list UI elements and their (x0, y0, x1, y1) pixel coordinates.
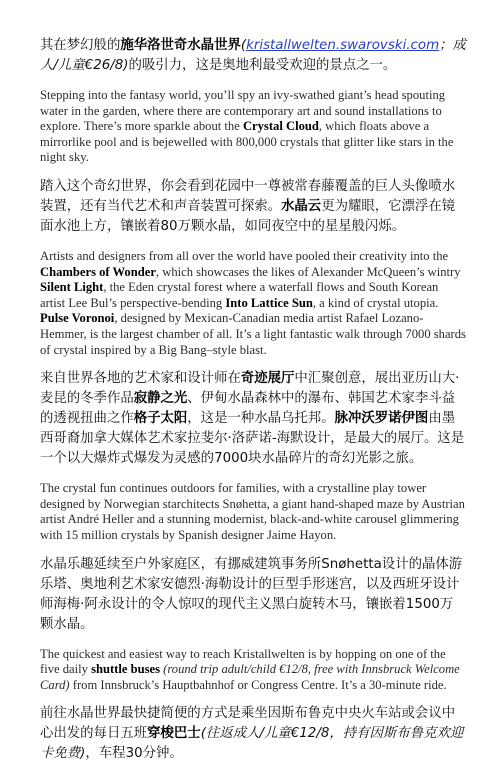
paragraph-en-fantasy-world (40, 88, 466, 166)
bold-text: 奇迹展厅 (240, 371, 295, 387)
paragraph-en-chambers (40, 249, 466, 358)
text: 由墨西哥裔加拿大媒体艺术家拉斐尔·洛萨诺-海默设计，是最大的展厅。这是一个以大爆炸式爆发为灵感的7000块水晶碎片的奇幻光影之旅。 (40, 411, 465, 467)
text: 水晶乐趣延续至户外家庭区，有挪威建筑事务所Snøhetta设计的晶体游乐塔、奥地利艺术家安德烈·海勒设计的巨型手形迷宫，以及西班牙设计师海梅·阿永设计的令人惊叹的现代主义黑白旋转木马，镶嵌着1500万颗水晶。 (40, 556, 463, 632)
text: 、伊甸水晶森林中的瀑布、韩国艺术家李斗益的透视扭曲之作 (40, 391, 456, 427)
text: ( (240, 38, 247, 53)
paragraph-en-outdoors (40, 481, 466, 543)
text: 更为耀眼，它漂浮在镜面水池上方，镶嵌着80万颗水晶，如同夜空中的星星般闪烁。 (40, 198, 456, 234)
paragraph-zh-shuttle (40, 704, 466, 764)
text: ，车程30分钟。 (85, 746, 183, 762)
paragraph-en-shuttle (40, 647, 466, 694)
text: The quickest and easiest way to reach Kristallwelten is by hopping on one of the five daily (40, 646, 446, 677)
bold-text: 寂静之光 (133, 391, 188, 407)
bold-text: 格子太阳 (133, 411, 188, 427)
text: , the Eden crystal forest where a waterfall flows and South Korean artist Lee Bul’s perspective-bending (40, 280, 439, 310)
text: , designed by Mexican-Canadian media artist Rafael Lozano-Hemmer, is the largest chamber of all. It’s a light fantastic walk through 7000 shards of crystal inspired by a Big Bang–style blast. (40, 311, 466, 357)
bold-text: Into Lattice Sun (225, 295, 313, 310)
text: 来自世界各地的艺术家和设计师在 (40, 371, 241, 387)
text: , which showcases the likes of Alexander McQueen’s wintry (155, 264, 461, 279)
website-link[interactable]: kristallwelten.swarovski.com (246, 38, 440, 53)
text: Stepping into the fantasy world, you’ll spy an ivy-swathed giant’s head spouting water in the garden, where there are contemporary art and sound installations to explore. There’s more sparkle about the (40, 88, 446, 134)
bold-text: Chambers of Wonder (40, 264, 156, 279)
text: , a kind of crystal utopia. (312, 295, 439, 310)
bold-text: Crystal Cloud (242, 119, 319, 134)
text: The crystal fun continues outdoors for families, with a crystalline play tower designed by Norwegian starchitects Snøhetta, a giant hand-shaped maze by Austrian artist André Heller and a stunning modernist, black-and-white carousel glimmering with 15 million crystals by Spanish designer Jaime Hayon. (40, 481, 465, 542)
bold-text: 脉冲沃罗诺伊图 (334, 411, 429, 427)
text: , which floats above a mirrorlike pool and is bejewelled with 800,000 crystals that glitter like stars in the night sky. (40, 119, 454, 165)
text: from Innsbruck’s Hauptbahnhof or Congress Centre. It’s a 30-minute ride. (69, 677, 447, 692)
bold-text: 施华洛世奇水晶世界 (120, 38, 241, 53)
italic-text: (round trip adult/child €12/8, free with Innsbruck Welcome Card) (40, 662, 460, 692)
text: ，这是一种水晶乌托邦。 (187, 411, 335, 427)
bold-text: 穿梭巴士 (147, 726, 201, 742)
text: 其在梦幻般的 (40, 38, 121, 53)
italic-text: ；成人/儿童€26/8) (40, 38, 466, 73)
bold-text: 水晶云 (281, 198, 322, 214)
bold-text: Silent Light (40, 280, 104, 295)
paragraph-zh-fantasy-world (40, 177, 466, 237)
text: 的吸引力，这是奥地利最受欢迎的景点之一。 (128, 58, 397, 73)
paragraph-zh-chambers (40, 369, 466, 469)
italic-text: (往返成人/儿童€12/8，持有因斯布鲁克欢迎卡免费) (40, 726, 464, 762)
paragraph-zh-outdoors (40, 555, 466, 635)
bold-text: Pulse Voronoi (40, 311, 115, 326)
paragraph-zh-intro (40, 36, 466, 76)
bold-text: shuttle buses (91, 662, 160, 677)
text: Artists and designers from all over the world have pooled their creativity into the (40, 248, 449, 263)
text: 踏入这个奇幻世界，你会看到花园中一尊被常春藤覆盖的巨人头像喷水装置，还有当代艺术和声音装置可探索。 (40, 178, 456, 214)
text: 前往水晶世界最快捷简便的方式是乘坐因斯布鲁克中央火车站或会议中心出发的每日五班 (40, 706, 456, 742)
text: 中汇聚创意，展出亚历山大·麦昆的冬季作品 (40, 371, 460, 407)
